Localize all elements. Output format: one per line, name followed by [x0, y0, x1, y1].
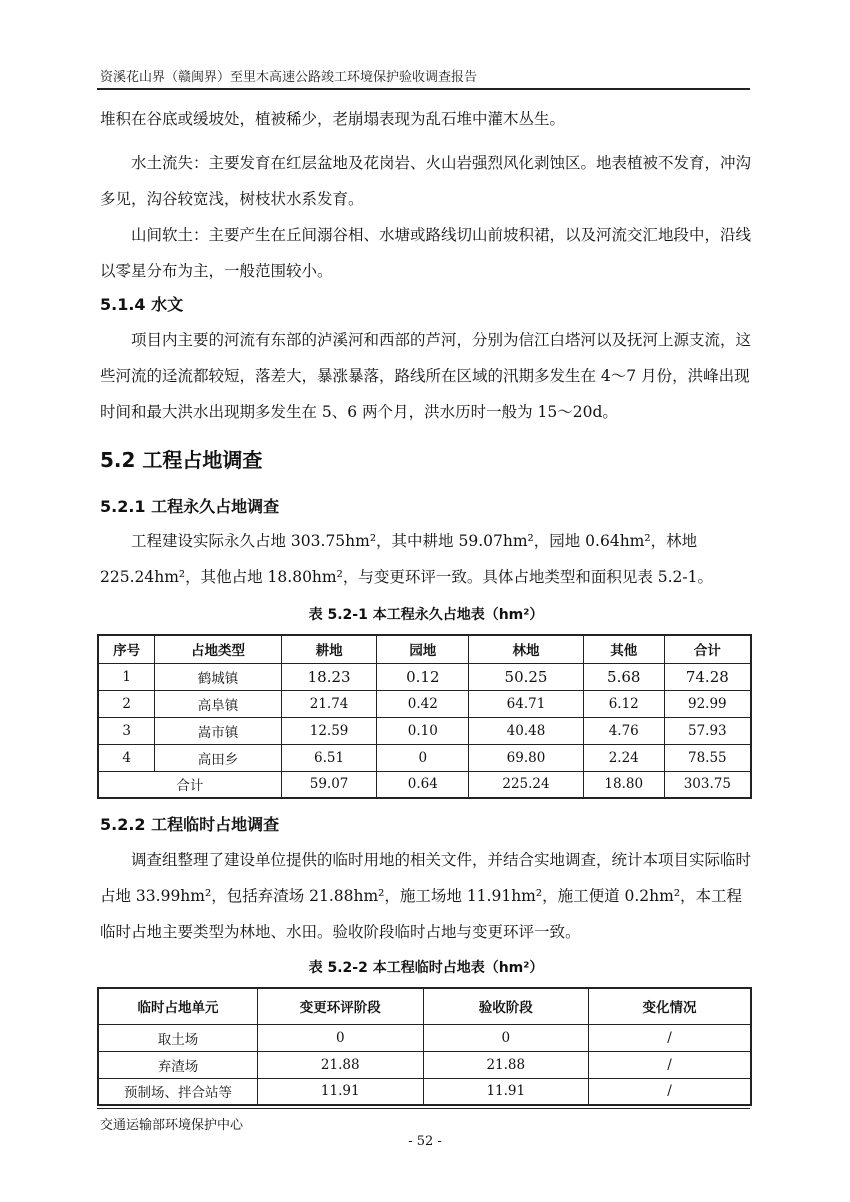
table-cell: 0	[377, 744, 469, 771]
header-rule	[97, 88, 750, 90]
table1-header-cell: 林地	[469, 635, 584, 663]
table-cell: 2.24	[583, 744, 664, 771]
table2-header-cell: 临时占地单元	[98, 988, 258, 1024]
table-row	[98, 1024, 751, 1051]
table-cell: /	[589, 1051, 751, 1078]
page-number: - 52 -	[408, 1134, 442, 1149]
table1-header-cell: 合计	[664, 635, 751, 663]
table1-header-cell: 园地	[377, 635, 469, 663]
table-row	[98, 663, 751, 690]
table-cell: 取土场	[98, 1024, 258, 1051]
table-cell: 78.55	[664, 744, 751, 771]
table1-total-row	[98, 771, 751, 798]
table-cell: 0.12	[377, 663, 469, 690]
table-row	[98, 1051, 751, 1078]
permanent-land-table	[97, 634, 752, 799]
table-row	[98, 690, 751, 717]
paragraph-soil-erosion: 水土流失：主要发育在红层盆地及花岗岩、火山岩强烈风化剥蚀区。地表植被不发育，冲沟多见，沟谷较宽浅，树枝状水系发育。	[100, 154, 752, 208]
table-cell: 4.76	[583, 717, 664, 744]
table-cell: 92.99	[664, 690, 751, 717]
table-cell: 21.88	[423, 1051, 589, 1078]
heading-5-2: 5.2 工程占地调查	[100, 448, 263, 472]
table2-header-cell: 变更环评阶段	[258, 988, 424, 1024]
table-cell: 5.68	[583, 663, 664, 690]
footer-organization: 交通运输部环境保护中心	[100, 1118, 244, 1133]
paragraph-temporary-land: 调查组整理了建设单位提供的临时用地的相关文件，并结合实地调查，统计本项目实际临时占地 33.99hm²，包括弃渣场 21.88hm²，施工场地 11.91hm²，施工便道 0.2hm²，本工程临时占地主要类型为林地、水田。验收阶段临时占地与变更环评一致。	[100, 851, 752, 941]
paragraph-hydrology: 项目内主要的河流有东部的泸溪河和西部的芦河，分别为信江白塔河以及抚河上源支流，这些河流的迳流都较短，落差大，暴涨暴落，路线所在区域的汛期多发生在 4～7 月份，洪峰出现时间和最大洪水出现期多发生在 5、6 两个月，洪水历时一般为 15～20d。	[100, 331, 752, 421]
table-row	[98, 1078, 751, 1105]
paragraph-collapse: 堆积在谷底或缓坡处，植被稀少，老崩塌表现为乱石堆中灌木丛生。	[100, 110, 566, 128]
heading-5-2-2: 5.2.2 工程临时占地调查	[100, 815, 280, 834]
footer-rule	[97, 1108, 750, 1109]
table-cell: 18.23	[281, 663, 377, 690]
table-cell: 6.51	[281, 744, 377, 771]
table-cell: 预制场、拌合站等	[98, 1078, 258, 1105]
heading-5-1-4: 5.1.4 水文	[100, 295, 184, 314]
table-cell: 2	[98, 690, 155, 717]
table1-header-cell: 占地类型	[155, 635, 281, 663]
paragraph-soft-soil: 山间软土：主要产生在丘间溺谷相、水塘或路线切山前坡积裙，以及河流交汇地段中，沿线以零星分布为主，一般范围较小。	[100, 226, 752, 280]
table-cell: 3	[98, 717, 155, 744]
table-cell: 鹤城镇	[155, 663, 281, 690]
table-cell: /	[589, 1078, 751, 1105]
table-cell: 1	[98, 663, 155, 690]
table-cell: 69.80	[469, 744, 584, 771]
table1-header-cell: 其他	[583, 635, 664, 663]
table-cell: 57.93	[664, 717, 751, 744]
table2-header-cell: 变化情况	[589, 988, 751, 1024]
table-row	[98, 717, 751, 744]
table2-header-cell: 验收阶段	[423, 988, 589, 1024]
table2-header-row	[98, 988, 751, 1024]
table-cell: 21.88	[258, 1051, 424, 1078]
table-cell: 225.24	[469, 771, 584, 798]
table-cell: 合计	[98, 771, 281, 798]
table-cell: 0	[423, 1024, 589, 1051]
table-cell: 0.42	[377, 690, 469, 717]
paragraph-permanent-land: 工程建设实际永久占地 303.75hm²，其中耕地 59.07hm²，园地 0.64hm²，林地 225.24hm²，其他占地 18.80hm²，与变更环评一致。具体占地类型和面积见表 5.2-1。	[100, 532, 714, 586]
running-header: 资溪花山界（赣闽界）至里木高速公路竣工环境保护验收调查报告	[100, 70, 478, 85]
table-cell: 6.12	[583, 690, 664, 717]
table1-header-cell: 序号	[98, 635, 155, 663]
table-cell: 12.59	[281, 717, 377, 744]
table-cell: 11.91	[258, 1078, 424, 1105]
table1-header-row	[98, 635, 751, 663]
table1-header-cell: 耕地	[281, 635, 377, 663]
table-cell: 303.75	[664, 771, 751, 798]
table2-caption: 表 5.2-2 本工程临时占地表（hm²）	[308, 960, 544, 976]
table-cell: /	[589, 1024, 751, 1051]
table-cell: 高田乡	[155, 744, 281, 771]
table-cell: 40.48	[469, 717, 584, 744]
table-cell: 0.10	[377, 717, 469, 744]
table-cell: 64.71	[469, 690, 584, 717]
table-cell: 59.07	[281, 771, 377, 798]
table-cell: 4	[98, 744, 155, 771]
table-cell: 11.91	[423, 1078, 589, 1105]
table1-caption: 表 5.2-1 本工程永久占地表（hm²）	[308, 607, 544, 623]
table-cell: 0.64	[377, 771, 469, 798]
heading-5-2-1: 5.2.1 工程永久占地调查	[100, 497, 280, 516]
table-row	[98, 744, 751, 771]
table-cell: 74.28	[664, 663, 751, 690]
table-cell: 18.80	[583, 771, 664, 798]
table-cell: 50.25	[469, 663, 584, 690]
table-cell: 弃渣场	[98, 1051, 258, 1078]
table-cell: 21.74	[281, 690, 377, 717]
table-cell: 0	[258, 1024, 424, 1051]
temporary-land-table	[97, 987, 752, 1106]
table-cell: 高阜镇	[155, 690, 281, 717]
table-cell: 嵩市镇	[155, 717, 281, 744]
